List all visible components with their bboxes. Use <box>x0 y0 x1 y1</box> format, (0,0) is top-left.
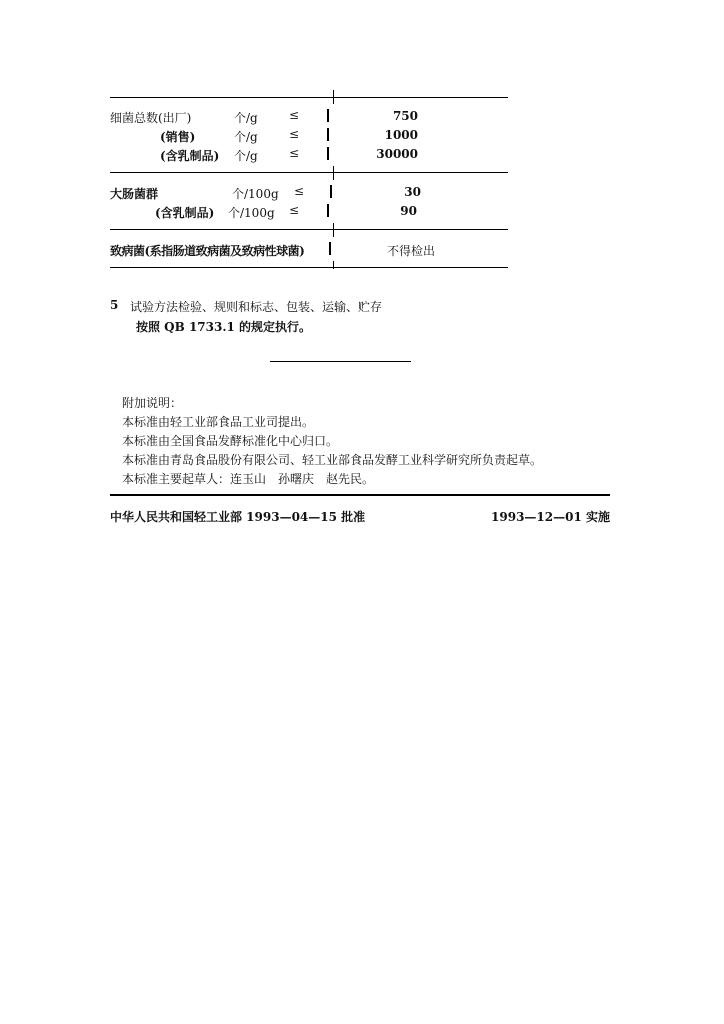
notes-heading: 附加说明： <box>122 396 183 410</box>
row-value: 不得检出 <box>387 244 436 258</box>
table-top-rule <box>110 97 508 98</box>
tick-mark <box>333 261 334 269</box>
row-unit: 个/g <box>234 130 258 144</box>
notes-line: 本标准由全国食品发酵标准化中心归口。 <box>122 434 339 448</box>
column-bar <box>327 147 329 160</box>
row-value: 1000 <box>384 128 418 142</box>
column-bar <box>327 109 329 122</box>
row-operator: ≤ <box>294 184 305 198</box>
section-title: 试验方法检验、规则和标志、包装、运输、贮存 <box>130 300 383 314</box>
row-value: 750 <box>392 109 418 123</box>
row-name: (含乳制品) <box>160 149 220 163</box>
notes-line: 本标准由轻工业部食品工业司提出。 <box>122 415 315 429</box>
tick-mark <box>333 90 334 104</box>
table-row <box>110 109 191 126</box>
notes-line: 本标准由青岛食品股份有限公司、轻工业部食品发酵工业科学研究所负责起草。 <box>122 453 543 467</box>
row-unit: 个/g <box>234 149 258 163</box>
row-name: 大肠菌群 <box>110 187 159 201</box>
footer-effective: 1993—12—01 实施 <box>491 510 610 524</box>
table-bottom-rule <box>110 267 508 268</box>
row-operator: ≤ <box>289 127 300 141</box>
row-value: 90 <box>400 204 417 218</box>
row-name: (销售) <box>160 130 196 144</box>
column-bar <box>327 128 329 141</box>
notes-line: 本标准主要起草人：连玉山 孙曙庆 赵先民。 <box>122 472 375 486</box>
footer-approval: 中华人民共和国轻工业部 1993—04—15 批准 <box>110 510 366 524</box>
section-body: 按照 QB 1733.1 的规定执行。 <box>136 320 312 334</box>
column-bar <box>330 185 332 198</box>
row-value: 30 <box>404 185 421 199</box>
row-operator: ≤ <box>289 108 300 122</box>
row-name: (含乳制品) <box>155 206 215 220</box>
column-bar <box>327 204 329 217</box>
row-unit: 个/100g <box>232 187 279 201</box>
row-operator: ≤ <box>289 146 300 160</box>
section-number: 5 <box>110 298 119 312</box>
row-unit: 个/100g <box>228 206 275 220</box>
row-operator: ≤ <box>289 203 300 217</box>
row-unit: 个/g <box>234 111 258 125</box>
tick-mark <box>333 223 334 237</box>
column-bar <box>329 242 331 255</box>
row-name: 致病菌(系指肠道致病菌及致病性球菌) <box>110 244 305 258</box>
end-rule <box>270 361 411 362</box>
tick-mark <box>333 166 334 180</box>
table-divider-1 <box>110 172 508 173</box>
table-divider-2 <box>110 229 508 230</box>
row-value: 30000 <box>376 147 418 161</box>
footer-rule <box>110 494 610 496</box>
row-name: 细菌总数(出厂) <box>110 111 192 125</box>
